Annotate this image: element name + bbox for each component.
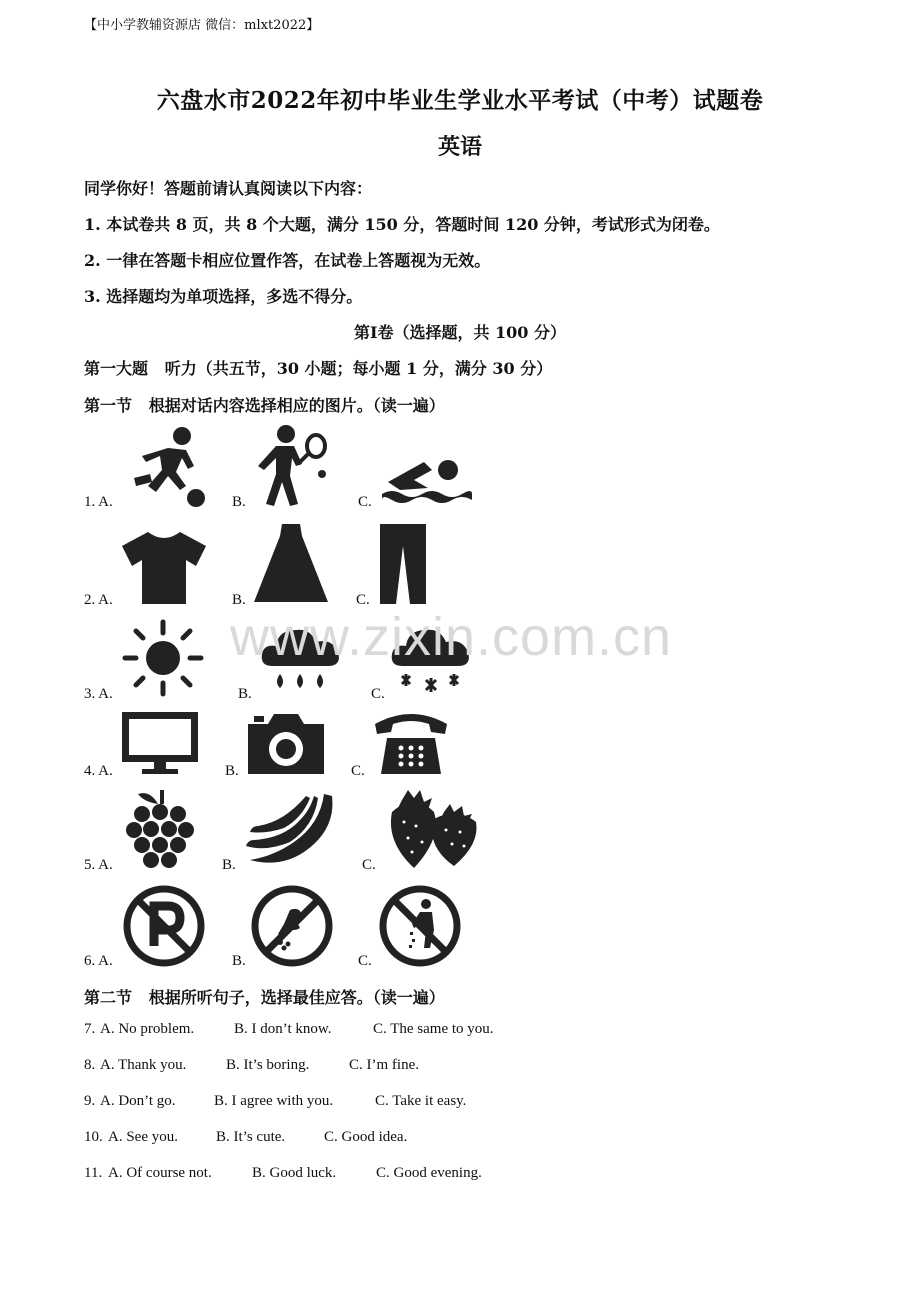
rule-3: 3. 选择题均为单项选择，多选不得分。 xyxy=(84,287,363,306)
tshirt-icon xyxy=(120,530,208,606)
tennis-player-icon xyxy=(252,424,332,508)
rule-2: 2. 一律在答题卡相应位置作答，在试卷上答题视为无效。 xyxy=(84,251,491,270)
subsection-2-title: 第二节 根据所听句子，选择最佳应答。（读一遍） xyxy=(84,988,445,1007)
q7-option-c: C. The same to you. xyxy=(373,1021,494,1037)
q1-label: 1. A. xyxy=(84,494,113,510)
q7-number: 7. xyxy=(84,1021,96,1037)
q7-option-b: B. I don’t know. xyxy=(234,1021,332,1037)
bananas-icon xyxy=(244,790,336,870)
q6-label: 6. A. xyxy=(84,953,113,969)
q11-option-a: A. Of course not. xyxy=(108,1165,212,1181)
q9-number: 9. xyxy=(84,1093,96,1109)
q8-option-c: C. I’m fine. xyxy=(349,1057,419,1073)
q4-c-label: C. xyxy=(351,763,365,779)
q4-label: 4. A. xyxy=(84,763,113,779)
q11-number: 11. xyxy=(84,1165,103,1181)
camera-icon xyxy=(246,710,326,776)
part1-title: 第Ⅰ卷（选择题，共 100 分） xyxy=(353,323,567,342)
sun-icon xyxy=(122,619,204,697)
skirt-icon xyxy=(252,522,330,606)
q6-c-label: C. xyxy=(358,953,372,969)
pants-icon xyxy=(378,522,428,606)
soccer-player-icon xyxy=(120,426,210,510)
grapes-icon xyxy=(120,788,200,870)
q11-option-c: C. Good evening. xyxy=(376,1165,482,1181)
header-note: 【中小学教辅资源店 微信：mlxt2022】 xyxy=(84,18,320,33)
exam-title: 六盘水市2022年初中毕业生学业水平考试（中考）试题卷 xyxy=(156,87,764,114)
subject-title: 英语 xyxy=(437,134,482,160)
q11-option-b: B. Good luck. xyxy=(252,1165,337,1181)
greeting: 同学你好！答题前请认真阅读以下内容： xyxy=(84,179,373,198)
q8-option-a: A. Thank you. xyxy=(100,1057,187,1073)
subsection-1-title: 第一节 根据对话内容选择相应的图片。（读一遍） xyxy=(84,396,445,415)
q8-number: 8. xyxy=(84,1057,96,1073)
strawberries-icon xyxy=(384,786,484,870)
no-parking-icon xyxy=(122,884,206,968)
q7-option-a: A. No problem. xyxy=(100,1021,195,1037)
no-littering-icon xyxy=(378,884,462,968)
q8-option-b: B. It’s boring. xyxy=(226,1057,310,1073)
q3-b-label: B. xyxy=(238,686,252,702)
q2-b-label: B. xyxy=(232,592,246,608)
q4-b-label: B. xyxy=(225,763,239,779)
q5-label: 5. A. xyxy=(84,857,113,873)
swimmer-icon xyxy=(380,452,472,508)
q9-option-a: A. Don’t go. xyxy=(100,1093,176,1109)
rule-1: 1. 本试卷共 8 页，共 8 个大题，满分 150 分，答题时间 120 分钟，考试形式为闭卷。 xyxy=(84,215,720,234)
section-title: 第一大题 听力（共五节，30 小题；每小题 1 分，满分 30 分） xyxy=(84,359,553,378)
monitor-icon xyxy=(120,710,200,776)
q2-c-label: C. xyxy=(356,592,370,608)
q2-label: 2. A. xyxy=(84,592,113,608)
q10-number: 10. xyxy=(84,1129,103,1145)
q10-option-c: C. Good idea. xyxy=(324,1129,408,1145)
watermark: www.zixin.com.cn xyxy=(230,607,673,667)
q5-c-label: C. xyxy=(362,857,376,873)
q10-option-a: A. See you. xyxy=(108,1129,178,1145)
q1-c-label: C. xyxy=(358,494,372,510)
q9-option-c: C. Take it easy. xyxy=(375,1093,467,1109)
q3-label: 3. A. xyxy=(84,686,113,702)
q10-option-b: B. It’s cute. xyxy=(216,1129,286,1145)
no-feeding-icon xyxy=(250,884,334,968)
q5-b-label: B. xyxy=(222,857,236,873)
q1-b-label: B. xyxy=(232,494,246,510)
q3-c-label: C. xyxy=(371,686,385,702)
q9-option-b: B. I agree with you. xyxy=(214,1093,334,1109)
telephone-icon xyxy=(373,710,449,776)
q6-b-label: B. xyxy=(232,953,246,969)
